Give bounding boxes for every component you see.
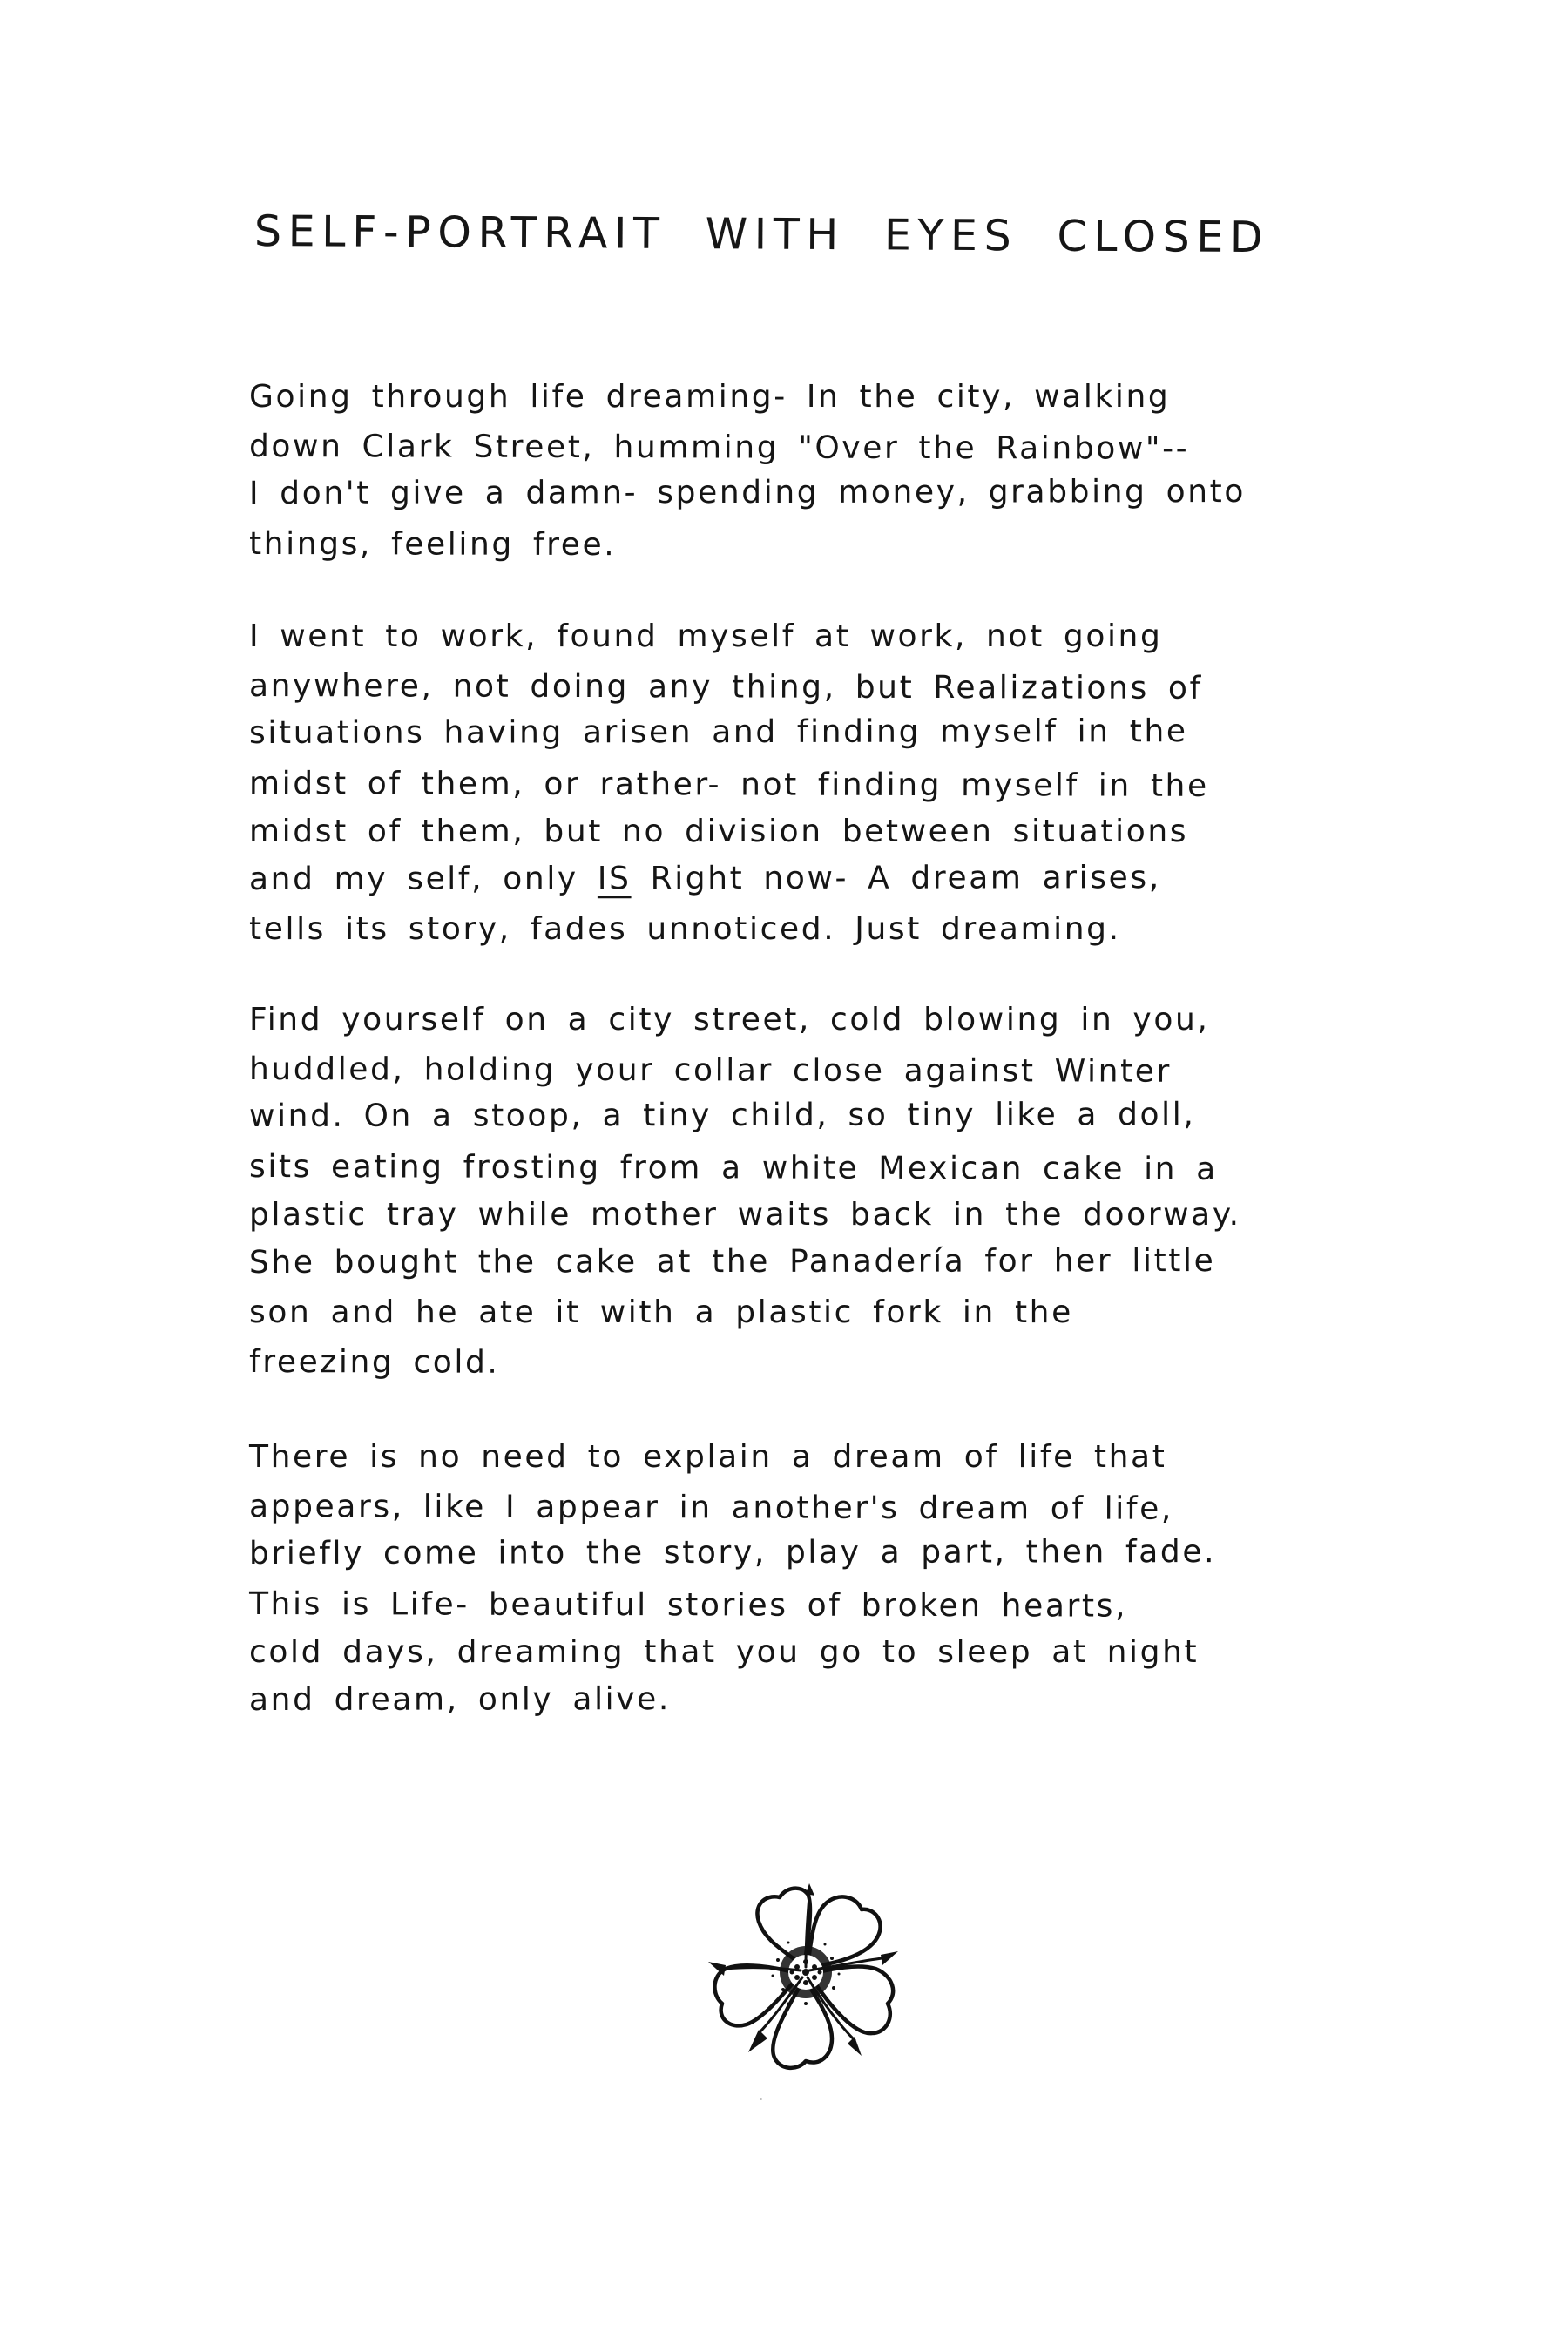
paragraph-2 bbox=[249, 612, 1373, 954]
text-line bbox=[249, 854, 1373, 904]
text-line: sits eating frosting from a white Mexican cake in a bbox=[248, 1149, 1218, 1187]
text-line: son and he ate it with a plastic fork in the bbox=[249, 1294, 1073, 1330]
text-line: tells its story, fades unnoticed. Just dreaming. bbox=[249, 911, 1121, 947]
paragraph-1 bbox=[249, 373, 1373, 568]
text-line: She bought the cake at the Panadería for her little bbox=[248, 1243, 1216, 1281]
text-line: Going through life dreaming- In the city, walking bbox=[249, 379, 1171, 415]
text-line: Find yourself on a city street, cold blowing in you, bbox=[249, 1002, 1210, 1037]
text-line: I don't give a damn- spending money, grabbing onto bbox=[248, 474, 1247, 511]
text-line: I went to work, found myself at work, not going bbox=[249, 618, 1163, 654]
text-line: There is no need to explain a dream of life that bbox=[249, 1439, 1167, 1475]
text-line: things, feeling free. bbox=[248, 526, 617, 564]
text-line: wind. On a stoop, a tiny child, so tiny like a doll, bbox=[248, 1097, 1196, 1134]
text-line: anywhere, not doing any thing, but Realizations of bbox=[248, 668, 1203, 706]
text-line: briefly come into the story, play a part, then fade. bbox=[248, 1534, 1217, 1571]
page-title: SELF-PORTRAIT WITH EYES CLOSED bbox=[253, 206, 1270, 263]
text-line: down Clark Street, humming "Over the Rainbow"-- bbox=[248, 429, 1190, 467]
text-segment: and my self, only bbox=[248, 861, 598, 897]
text-line: freezing cold. bbox=[248, 1344, 500, 1381]
paragraph-4 bbox=[249, 1433, 1373, 1726]
text-line: and dream, only alive. bbox=[248, 1681, 671, 1718]
underlined-word: IS bbox=[597, 861, 632, 897]
text-line: huddled, holding your collar close against Winter bbox=[248, 1051, 1172, 1090]
flower-icon bbox=[701, 1882, 910, 2082]
text-line: plastic tray while mother waits back in the doorway. bbox=[249, 1197, 1241, 1233]
paragraph-3 bbox=[249, 996, 1373, 1386]
text-line: midst of them, but no division between situations bbox=[249, 814, 1189, 849]
text-line: appears, like I appear in another's dream of life, bbox=[248, 1489, 1174, 1527]
text-line: midst of them, or rather- not finding myself in the bbox=[248, 766, 1209, 804]
scan-speck bbox=[760, 2098, 762, 2100]
text-line: cold days, dreaming that you go to sleep at night bbox=[249, 1634, 1200, 1670]
text-line: situations having arisen and finding myself in the bbox=[248, 713, 1188, 751]
text-line: This is Life- beautiful stories of broken hearts, bbox=[248, 1586, 1128, 1625]
text-segment: Right now- A dream arises, bbox=[631, 860, 1161, 897]
